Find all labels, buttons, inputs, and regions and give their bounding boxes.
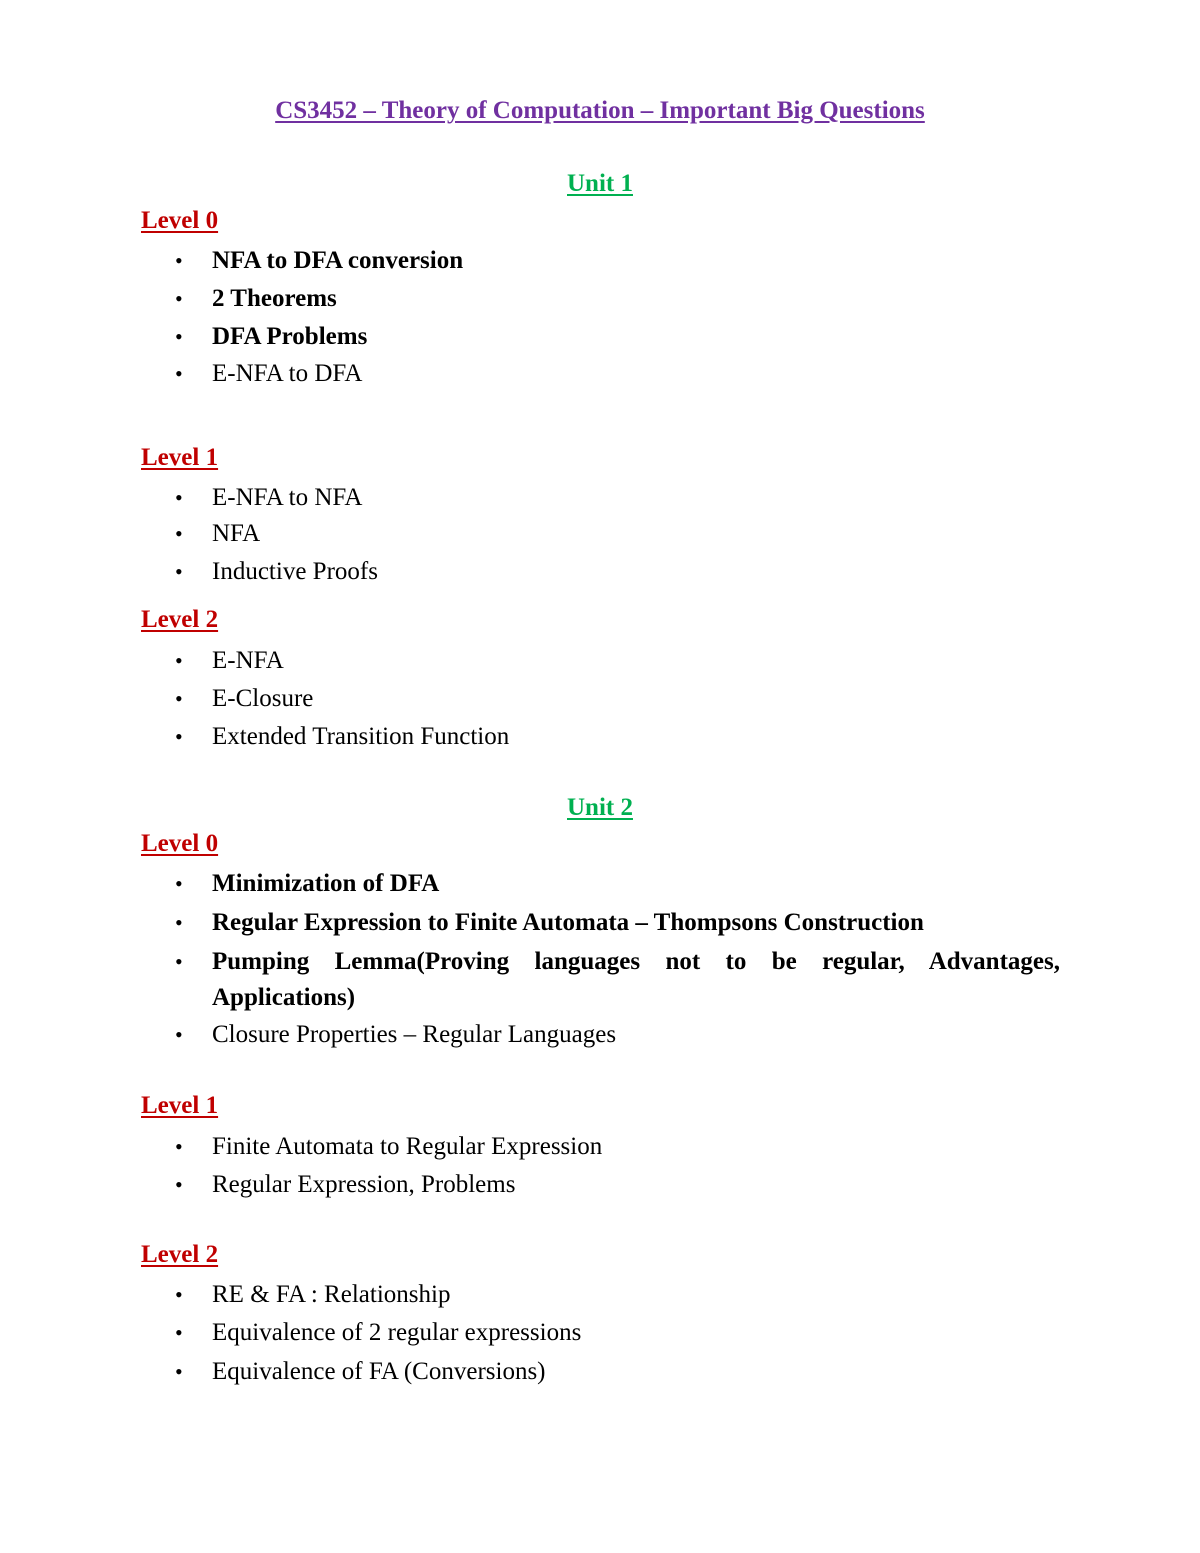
list-item [175,681,1060,717]
list-item [175,1277,1060,1313]
list-item-text: NFA to DFA conversion [212,247,464,274]
list-item [175,1315,1060,1351]
list-item-text: E-NFA [212,647,284,674]
list-item [175,554,1060,590]
bullet-icon: • [175,1172,183,1197]
bullet-icon: • [175,686,183,711]
list-item-text: Closure Properties – Regular Languages [212,1021,617,1048]
level-heading: Level 2 [141,606,219,633]
list-item-text: E-NFA to NFA [212,484,363,511]
list-item [175,944,1060,1016]
bullet-icon: • [175,324,183,349]
list-item [175,719,1060,755]
list-item [175,516,1060,552]
list-item [175,1129,1060,1165]
list-item [175,356,1060,392]
list-item-text: 2 Theorems [212,285,337,312]
bullet-icon: • [175,521,183,546]
level-heading: Level 0 [141,830,219,857]
bullet-icon: • [175,286,183,311]
bullet-icon: • [175,1134,183,1159]
list-item-text: E-NFA to DFA [212,360,363,387]
list-item [175,319,1060,355]
list-item [175,243,1060,279]
bullet-icon: • [175,1282,183,1307]
list-item-text: NFA [212,520,261,547]
level-heading: Level 0 [141,207,219,234]
unit-heading: Unit 1 [567,170,633,197]
bullet-icon: • [175,724,183,749]
unit-heading: Unit 2 [567,794,633,821]
list-item-text: Regular Expression, Problems [212,1171,516,1198]
list-item [175,643,1060,679]
bullet-icon: • [175,248,183,273]
list-item [175,281,1060,317]
bullet-icon: • [175,910,183,935]
bullet-icon: • [175,648,183,673]
list-item [175,1017,1060,1053]
list-item-text: Minimization of DFA [212,870,440,897]
list-item-text: Pumping Lemma(Proving languages not to be regular, Advantages, Applications) [212,948,1060,1011]
bullet-icon: • [175,949,183,974]
bullet-icon: • [175,361,183,386]
list-item-text: Equivalence of 2 regular expressions [212,1319,582,1346]
bullet-icon: • [175,1320,183,1345]
level-heading: Level 1 [141,1092,219,1119]
list-item-text: RE & FA : Relationship [212,1281,451,1308]
bullet-icon: • [175,1022,183,1047]
list-item-text: Finite Automata to Regular Expression [212,1133,603,1160]
list-item [175,1354,1060,1390]
list-item [175,905,1060,941]
list-item [175,1167,1060,1203]
document-title: CS3452 – Theory of Computation – Important Big Questions [275,97,925,124]
level-heading: Level 2 [141,1241,219,1268]
list-item-text: Inductive Proofs [212,558,378,585]
list-item [175,866,1060,902]
bullet-icon: • [175,1359,183,1384]
bullet-icon: • [175,559,183,584]
level-heading: Level 1 [141,444,219,471]
list-item-text: Regular Expression to Finite Automata – Thompsons Construction [212,909,924,936]
list-item-text: DFA Problems [212,323,368,350]
list-item-text: E-Closure [212,685,314,712]
list-item-text: Equivalence of FA (Conversions) [212,1358,546,1385]
list-item [175,480,1060,516]
bullet-icon: • [175,871,183,896]
list-item-text: Extended Transition Function [212,723,510,750]
bullet-icon: • [175,485,183,510]
